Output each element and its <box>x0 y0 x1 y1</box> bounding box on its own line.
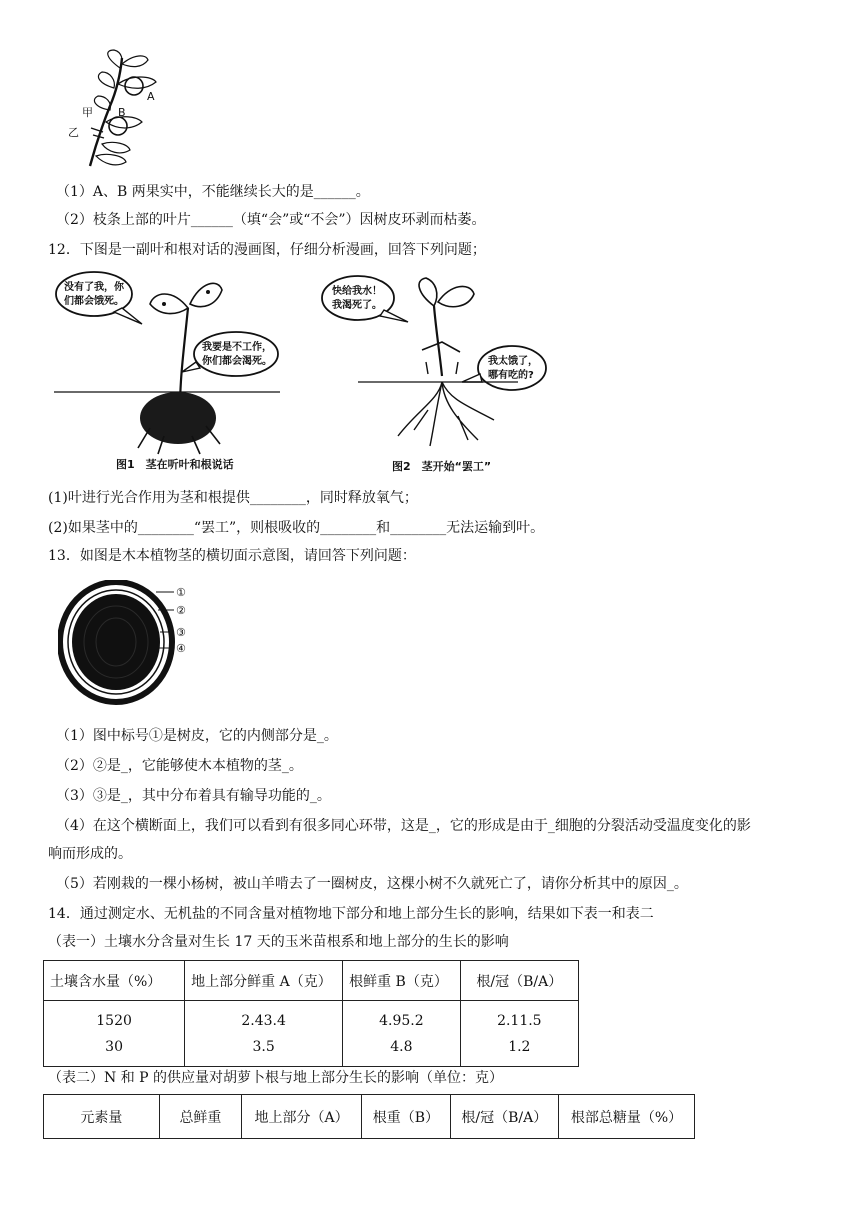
q12-stem: 12．下图是一副叶和根对话的漫画图，仔细分析漫画，回答下列问题； <box>48 242 486 258</box>
fig1-bubble2-line2: 你们都会渴死。 <box>202 356 272 367</box>
fig2-bubble1-line2: 我渴死了。 <box>332 300 382 311</box>
table1-data-row <box>44 1001 579 1067</box>
comic-figure-2 <box>318 270 548 478</box>
fig1-bubble1-line1: 没有了我，你 <box>64 282 124 293</box>
stem-cross-section-figure <box>58 580 198 706</box>
table1-header-row <box>44 961 579 1001</box>
table1-header-cell: 根/冠（B/A） <box>460 961 578 1001</box>
marker-1: ① <box>176 586 186 599</box>
table-1 <box>43 960 579 1067</box>
table2-header-cell: 总鲜重 <box>159 1095 241 1139</box>
q14-stem: 14．通过测定水、无机盐的不同含量对植物地下部分和地上部分生长的影响，结果如下表一和表二 <box>48 906 654 922</box>
table1-cell <box>185 1001 343 1067</box>
table2-header-cell: 根部总糖量（%） <box>559 1095 695 1139</box>
q13-sub2: （2）②是_，它能够使木本植物的茎_。 <box>56 758 303 774</box>
marker-3: ③ <box>176 626 186 639</box>
q11-sub2: （2）枝条上部的叶片______（填“会”或“不会”）因树皮环剥而枯萎。 <box>56 212 486 228</box>
branch-fruit-figure <box>62 48 182 172</box>
fig2-bubble2-line1: 我太饿了， <box>488 356 538 367</box>
label-jia: 甲 <box>82 106 93 119</box>
q13-sub4-line2: 响而形成的。 <box>48 846 132 862</box>
fig1-bubble2-line1: 我要是不工作， <box>202 342 272 353</box>
table2-header-cell: 元素量 <box>44 1095 160 1139</box>
q13-stem: 13．如图是木本植物茎的横切面示意图，请回答下列问题： <box>48 548 416 564</box>
table2-caption: （表二）N 和 P 的供应量对胡萝卜根与地上部分生长的影响（单位：克） <box>48 1070 504 1086</box>
table2-header-cell: 地上部分（A） <box>242 1095 362 1139</box>
table2-header-row <box>44 1095 695 1139</box>
q12-sub1: (1)叶进行光合作用为茎和根提供________，同时释放氧气； <box>48 490 418 506</box>
q13-sub4-line1: （4）在这个横断面上，我们可以看到有很多同心环带，这是_，它的形成是由于_细胞的分裂活动受温度变化的影 <box>56 818 751 834</box>
table1-cell-value: 1520 <box>96 1012 132 1029</box>
q12-sub2: (2)如果茎中的________“罢工”，则根吸收的________和________无法运输到叶。 <box>48 520 545 536</box>
fig2-bubble2-line2: 哪有吃的? <box>488 370 534 381</box>
table1-header-cell: 地上部分鲜重 A（克） <box>185 961 343 1001</box>
fig1-bubble1-line2: 们都会饿死。 <box>64 296 124 307</box>
table1-cell-value: 3.5 <box>252 1038 275 1055</box>
table2-header-cell: 根重（B） <box>362 1095 451 1139</box>
table1-cell-value: 2.43.4 <box>241 1012 286 1029</box>
table1-cell-value: 30 <box>105 1038 123 1055</box>
table1-cell-value: 1.2 <box>508 1038 531 1055</box>
q13-sub3: （3）③是_，其中分布着具有输导功能的_。 <box>56 788 331 804</box>
fig2-caption: 图2 茎开始“罢工” <box>392 460 492 473</box>
table1-header-cell: 土壤含水量（%） <box>44 961 185 1001</box>
fruit-a-label: A <box>147 90 155 103</box>
table1-cell-value: 4.95.2 <box>379 1012 424 1029</box>
table2-header-cell: 根/冠（B/A） <box>450 1095 558 1139</box>
q13-sub1: （1）图中标号①是树皮，它的内侧部分是_。 <box>56 728 338 744</box>
table-2 <box>43 1094 695 1139</box>
table1-cell-value: 2.11.5 <box>497 1012 542 1029</box>
marker-2: ② <box>176 604 186 617</box>
fig2-bubble1-line1: 快给我水！ <box>332 286 382 297</box>
table1-cell <box>460 1001 578 1067</box>
table1-header-cell: 根鲜重 B（克） <box>343 961 461 1001</box>
q11-sub1: （1）A、B 两果实中，不能继续长大的是______。 <box>56 184 370 200</box>
q13-sub5: （5）若刚栽的一棵小杨树，被山羊啃去了一圈树皮，这棵小树不久就死亡了，请你分析其中的原因_。 <box>56 876 688 892</box>
table1-cell <box>343 1001 461 1067</box>
marker-4: ④ <box>176 642 186 655</box>
table1-cell <box>44 1001 185 1067</box>
fruit-b-label: B <box>118 106 126 119</box>
table1-cell-value: 4.8 <box>390 1038 413 1055</box>
comic-figure-1 <box>54 268 280 478</box>
fig1-caption: 图1 茎在听叶和根说话 <box>116 458 234 471</box>
table1-caption: （表一）土壤水分含量对生长 17 天的玉米苗根系和地上部分的生长的影响 <box>48 934 509 950</box>
label-yi: 乙 <box>68 126 79 139</box>
